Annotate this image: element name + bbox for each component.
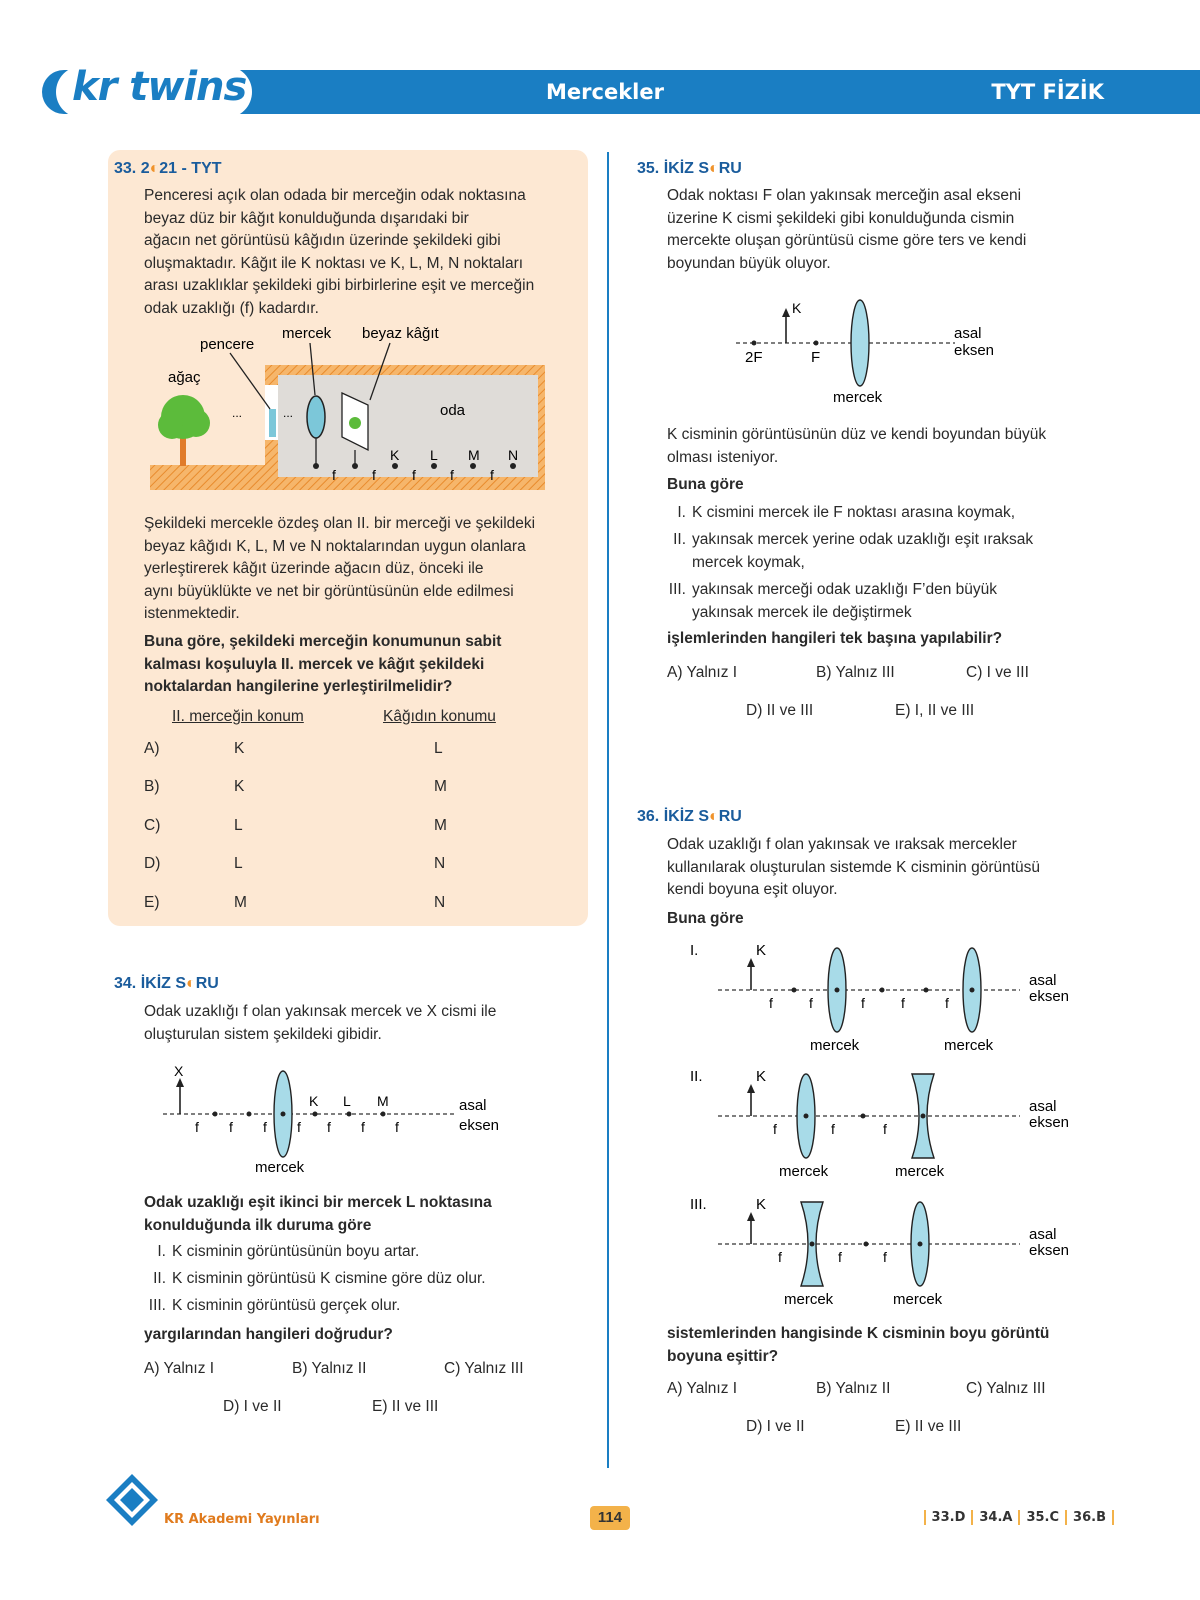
q35-item-2: II. yakınsak mercek yerine odak uzaklığı eşit ıraksak mercek koymak,	[673, 531, 1034, 571]
svg-text:f: f	[490, 467, 494, 483]
option-a[interactable]: A) Yalnız I	[144, 1360, 215, 1377]
chapter-title: Mercekler	[546, 80, 664, 104]
q34-intro: Odak uzaklığı f olan yakınsak mercek ve X cismi ile oluşturulan sistem şekildeki gibidir.	[144, 1003, 497, 1043]
svg-text:mercek: mercek	[944, 1037, 994, 1054]
option-b[interactable]: B) Yalnız II	[816, 1380, 891, 1397]
point-l: L	[430, 447, 438, 463]
ground	[150, 465, 278, 490]
q36-ask: sistemlerinden hangisinde K cisminin boyu görüntü boyuna eşittir?	[667, 1325, 1050, 1365]
arrow-up-icon	[747, 1212, 755, 1221]
svg-text:K: K	[756, 1068, 767, 1085]
svg-text:mercek: mercek	[779, 1163, 829, 1180]
publisher-logo-icon	[104, 1472, 160, 1528]
q35-intro: Odak noktası F olan yakınsak merceğin asal ekseni üzerine K cismi şekildeki gibi konulduğunda cismin mercekte oluşan görüntüsü cisme göre ters ve kendi boyundan büyük oluyor.	[667, 187, 1027, 272]
svg-text:II.: II.	[690, 1068, 703, 1085]
o-logo-icon: ◐	[709, 160, 719, 177]
q34-item-1: I. K cisminin görüntüsünün boyu artar.	[157, 1243, 420, 1260]
dots-right: ...	[283, 406, 294, 420]
logo: kr twins	[72, 64, 247, 110]
svg-text:f: f	[297, 1119, 301, 1135]
svg-text:mercek: mercek	[784, 1291, 834, 1308]
publisher-name: KR Akademi Yayınları	[164, 1512, 320, 1527]
label-agac: ağaç	[168, 369, 201, 386]
option-c[interactable]: C) I ve III	[966, 664, 1029, 681]
q36-lead: Buna göre	[667, 910, 744, 927]
point-m: M	[468, 447, 480, 463]
question-36-number: 36. İKİZ S◐RU	[637, 808, 742, 825]
q35-ask: işlemlerinden hangileri tek başına yapılabilir?	[667, 630, 1003, 647]
option-e[interactable]: E) I, II ve III	[895, 702, 975, 719]
svg-text:eksen: eksen	[1029, 1242, 1070, 1259]
dots-left: ...	[232, 406, 243, 420]
svg-text:f: f	[450, 467, 454, 483]
q34-question: Odak uzaklığı eşit ikinci bir mercek L noktasına konulduğunda ilk duruma göre	[144, 1194, 492, 1234]
svg-text:eksen: eksen	[459, 1117, 500, 1134]
svg-text:f: f	[412, 467, 416, 483]
point-k: K	[390, 447, 400, 463]
label-mercek: mercek	[282, 325, 332, 342]
lens-icon	[851, 300, 869, 386]
svg-text:f: f	[395, 1119, 399, 1135]
svg-text:asal: asal	[1029, 1226, 1057, 1243]
object-k: K	[792, 300, 802, 316]
label-kagit: beyaz kâğıt	[362, 325, 439, 342]
question-33-number: 33. 2◐21 - TYT	[114, 160, 222, 177]
svg-text:eksen: eksen	[1029, 988, 1070, 1005]
svg-text:f: f	[372, 467, 376, 483]
svg-text:f: f	[861, 995, 865, 1011]
option-b[interactable]: B) Yalnız III	[816, 664, 895, 681]
q33-intro: Penceresi açık olan odada bir merceğin odak noktasına beyaz düz bir kâğıt konulduğunda dışarıdaki bir ağacın net görüntüsü kâğıdın üzerinde şekildeki gibi oluşmaktadır. Kâğıt ile K noktası ve K, L, M, N noktaları arası uzaklıklar şekildeki gibi birbirlerine eşit ve merceğin odak uzaklığı (f) kadardır.	[144, 187, 535, 317]
point-n: N	[508, 447, 519, 463]
label-mercek: mercek	[255, 1159, 305, 1176]
option-c[interactable]: C) Yalnız III	[444, 1360, 524, 1377]
svg-text:asal: asal	[954, 325, 982, 342]
svg-text:K: K	[756, 1196, 767, 1213]
q35-lead: Buna göre	[667, 476, 744, 493]
option-a[interactable]: A) Yalnız I	[667, 664, 738, 681]
option-d[interactable]: D) I ve II	[746, 1418, 805, 1435]
label-oda: oda	[440, 402, 466, 419]
svg-text:eksen: eksen	[1029, 1114, 1070, 1131]
option-c[interactable]: C)	[144, 817, 161, 834]
window	[269, 409, 276, 437]
option-e[interactable]: E) II ve III	[895, 1418, 962, 1435]
q33-col1-header: II. merceğin konum	[172, 708, 304, 725]
svg-text:asal: asal	[1029, 972, 1057, 989]
o-logo-icon: ◐	[709, 808, 719, 825]
svg-text:asal: asal	[1029, 1098, 1057, 1115]
svg-text:f: f	[883, 1249, 887, 1265]
subject-title: TYT FİZİK	[991, 80, 1104, 104]
label-mercek: mercek	[833, 389, 883, 406]
svg-text:mercek: mercek	[893, 1291, 943, 1308]
q34-item-2: II. K cisminin görüntüsü K cismine göre düz olur.	[153, 1270, 486, 1287]
object-x: X	[174, 1063, 184, 1079]
label-f: F	[811, 349, 821, 366]
q33-body: Şekildeki mercekle özdeş olan II. bir merceği ve şekildeki beyaz kâğıdı K, L, M ve N noktalarından uygun olanlara yerleştirerek kâğıt üzerinde ağacın düz, önceki ile aynı büyüklükte ve net bir görüntüsünün elde edilmesi istenmektedir.	[144, 515, 536, 622]
arrow-up-icon	[747, 1084, 755, 1093]
column-divider	[607, 152, 609, 1468]
svg-text:f: f	[838, 1249, 842, 1265]
q35-item-3: III. yakınsak merceği odak uzaklığı F’den büyük yakınsak mercek ile değiştirmek	[668, 581, 997, 621]
svg-text:f: f	[195, 1119, 199, 1135]
q34-figure	[155, 1060, 515, 1180]
svg-text:f: f	[773, 1121, 777, 1137]
svg-text:f: f	[778, 1249, 782, 1265]
svg-text:f: f	[945, 995, 949, 1011]
point-m: M	[377, 1093, 389, 1109]
option-b[interactable]: B)	[144, 778, 160, 795]
svg-text:f: f	[901, 995, 905, 1011]
svg-text:mercek: mercek	[810, 1037, 860, 1054]
answer-key: 33.D 34.A 35.C 36.B	[924, 1510, 1114, 1525]
svg-text:f: f	[327, 1119, 331, 1135]
option-d[interactable]: D) I ve II	[223, 1398, 282, 1415]
point-k: K	[309, 1093, 319, 1109]
option-e[interactable]: E) II ve III	[372, 1398, 439, 1415]
q36-figure	[680, 938, 1100, 1318]
q33-question: Buna göre, şekildeki merceğin konumunun sabit kalması koşuluyla II. mercek ve kâğıt şekildeki noktalardan hangilerine yerleştirilmelidir?	[144, 633, 502, 695]
option-c[interactable]: C) Yalnız III	[966, 1380, 1046, 1397]
svg-text:asal: asal	[459, 1097, 487, 1114]
svg-text:f: f	[263, 1119, 267, 1135]
option-a[interactable]: A)	[144, 740, 160, 757]
system-2	[690, 1068, 1069, 1180]
q35-figure	[730, 296, 1030, 411]
label-pencere: pencere	[200, 336, 255, 353]
arrow-up-icon	[747, 958, 755, 967]
svg-text:mercek: mercek	[895, 1163, 945, 1180]
o-logo-icon: ◐	[186, 975, 196, 992]
arrow-up-icon	[176, 1078, 184, 1087]
point-l: L	[343, 1093, 351, 1109]
svg-text:f: f	[332, 467, 336, 483]
system-1	[690, 942, 1069, 1054]
svg-text:f: f	[831, 1121, 835, 1137]
svg-text:f: f	[809, 995, 813, 1011]
question-34-number: 34. İKİZ S◐RU	[114, 975, 219, 992]
page-number: 114	[590, 1506, 630, 1530]
q33-col2-header: Kâğıdın konumu	[383, 708, 496, 725]
q34-ask: yargılarından hangileri doğrudur?	[144, 1326, 393, 1343]
option-a[interactable]: A) Yalnız I	[667, 1380, 738, 1397]
svg-text:K: K	[756, 942, 767, 959]
svg-text:eksen: eksen	[954, 342, 995, 359]
svg-text:III.: III.	[690, 1196, 707, 1213]
q36-intro: Odak uzaklığı f olan yakınsak ve ıraksak mercekler kullanılarak oluşturulan sistemde K cisminin görüntüsü kendi boyuna eşit oluyor.	[667, 836, 1041, 898]
option-d[interactable]: D)	[144, 855, 161, 872]
question-35-number: 35. İKİZ S◐RU	[637, 160, 742, 177]
svg-text:f: f	[883, 1121, 887, 1137]
svg-text:f: f	[361, 1119, 365, 1135]
o-logo-icon: ◐	[149, 160, 160, 177]
arrow-up-icon	[782, 308, 790, 317]
svg-text:I.: I.	[690, 942, 699, 959]
option-d[interactable]: D) II ve III	[746, 702, 814, 719]
q35-body: K cisminin görüntüsünün düz ve kendi boyundan büyük olması isteniyor.	[667, 426, 1047, 466]
option-b[interactable]: B) Yalnız II	[292, 1360, 367, 1377]
label-2f: 2F	[745, 349, 763, 366]
lens-icon	[307, 396, 325, 438]
q33-figure	[150, 325, 570, 505]
svg-text:f: f	[229, 1119, 233, 1135]
q34-item-3: III. K cisminin görüntüsü gerçek olur.	[148, 1297, 401, 1314]
option-e[interactable]: E)	[144, 894, 160, 911]
svg-text:f: f	[769, 995, 773, 1011]
q35-item-1: I. K cismini mercek ile F noktası arasına koymak,	[677, 504, 1016, 521]
system-3	[690, 1196, 1069, 1308]
